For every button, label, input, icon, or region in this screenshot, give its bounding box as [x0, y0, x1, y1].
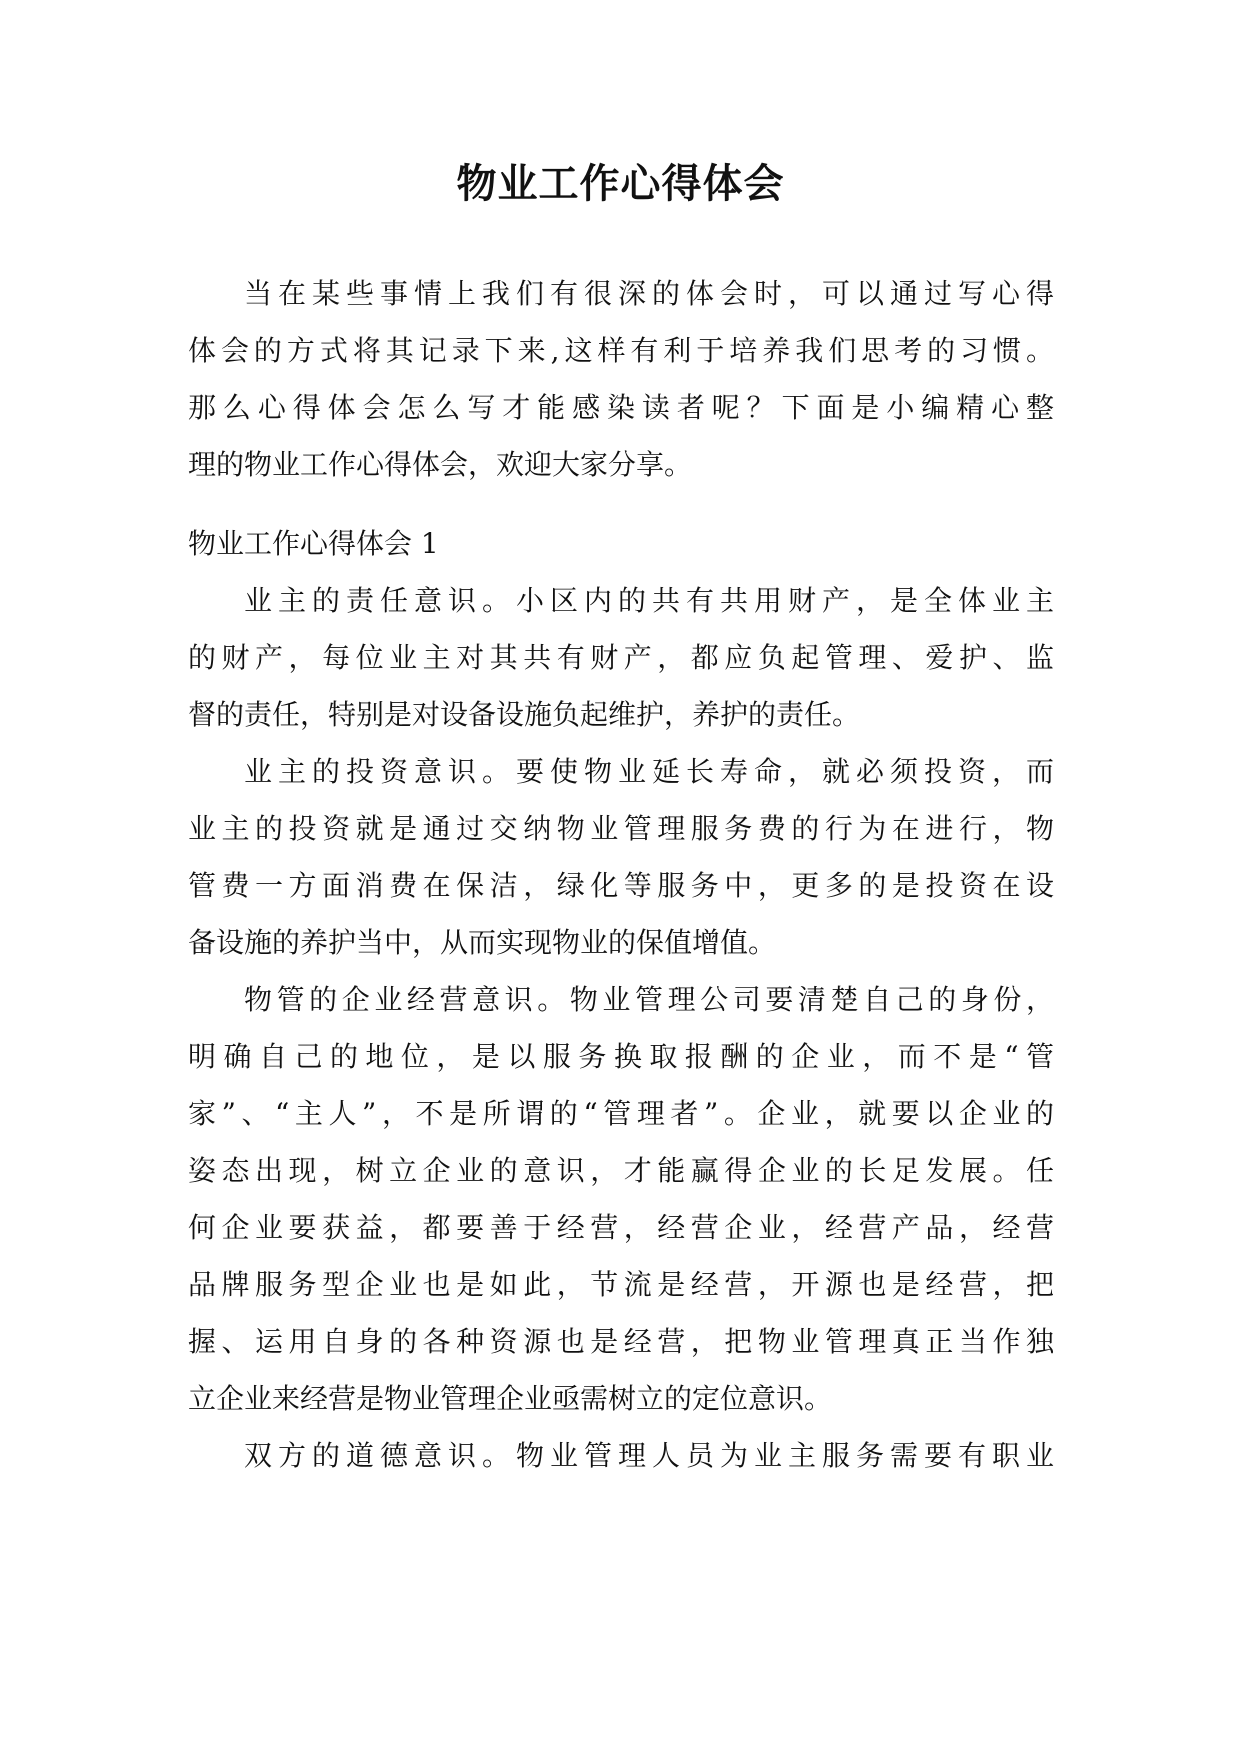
paragraph-ethics	[188, 1427, 1054, 1484]
intro-paragraph	[188, 265, 1054, 493]
paragraph-line: 品牌服务型企业也是如此，节流是经营，开源也是经营，把	[188, 1268, 1054, 1301]
paragraph-line: 明确自己的地位，是以服务换取报酬的企业，而不是“管	[188, 1040, 1054, 1073]
paragraph-line: 姿态出现，树立企业的意识，才能赢得企业的长足发展。任	[188, 1154, 1054, 1187]
paragraph-line: 管费一方面消费在保洁，绿化等服务中，更多的是投资在设	[188, 869, 1054, 902]
section-1	[188, 515, 1054, 1484]
paragraph-business	[188, 971, 1054, 1427]
paragraph-line: 握、运用自身的各种资源也是经营，把物业管理真正当作独	[188, 1325, 1054, 1358]
paragraph-line: 业主的投资意识。要使物业延长寿命，就必须投资，而	[244, 755, 1054, 788]
paragraph-line: 业主的投资就是通过交纳物业管理服务费的行为在进行，物	[188, 812, 1054, 845]
intro-line: 当在某些事情上我们有很深的体会时，可以通过写心得	[244, 277, 1054, 310]
paragraph-line: 业主的责任意识。小区内的共有共用财产，是全体业主	[244, 584, 1054, 617]
intro-line: 那么心得体会怎么写才能感染读者呢？下面是小编精心整	[188, 391, 1054, 424]
paragraph-investment	[188, 743, 1054, 971]
paragraph-responsibility	[188, 572, 1054, 743]
document-title: 物业工作心得体会	[456, 160, 785, 207]
paragraph-line: 家”、“主人”，不是所谓的“管理者”。企业，就要以企业的	[188, 1097, 1054, 1130]
paragraph-line: 双方的道德意识。物业管理人员为业主服务需要有职业	[244, 1439, 1054, 1472]
paragraph-line: 何企业要获益，都要善于经营，经营企业，经营产品，经营	[188, 1211, 1054, 1244]
intro-line: 体会的方式将其记录下来,这样有利于培养我们思考的习惯。	[188, 334, 1054, 367]
paragraph-line: 立企业来经营是物业管理企业亟需树立的定位意识。	[188, 1382, 833, 1415]
paragraph-line: 督的责任，特别是对设备设施负起维护，养护的责任。	[188, 698, 861, 731]
paragraph-line: 的财产，每位业主对其共有财产，都应负起管理、爱护、监	[188, 641, 1054, 674]
section-heading: 物业工作心得体会 1	[188, 527, 439, 560]
paragraph-line: 物管的企业经营意识。物业管理公司要清楚自己的身份，	[244, 983, 1054, 1016]
intro-line: 理的物业工作心得体会，欢迎大家分享。	[188, 448, 693, 481]
paragraph-line: 备设施的养护当中，从而实现物业的保值增值。	[188, 926, 777, 959]
